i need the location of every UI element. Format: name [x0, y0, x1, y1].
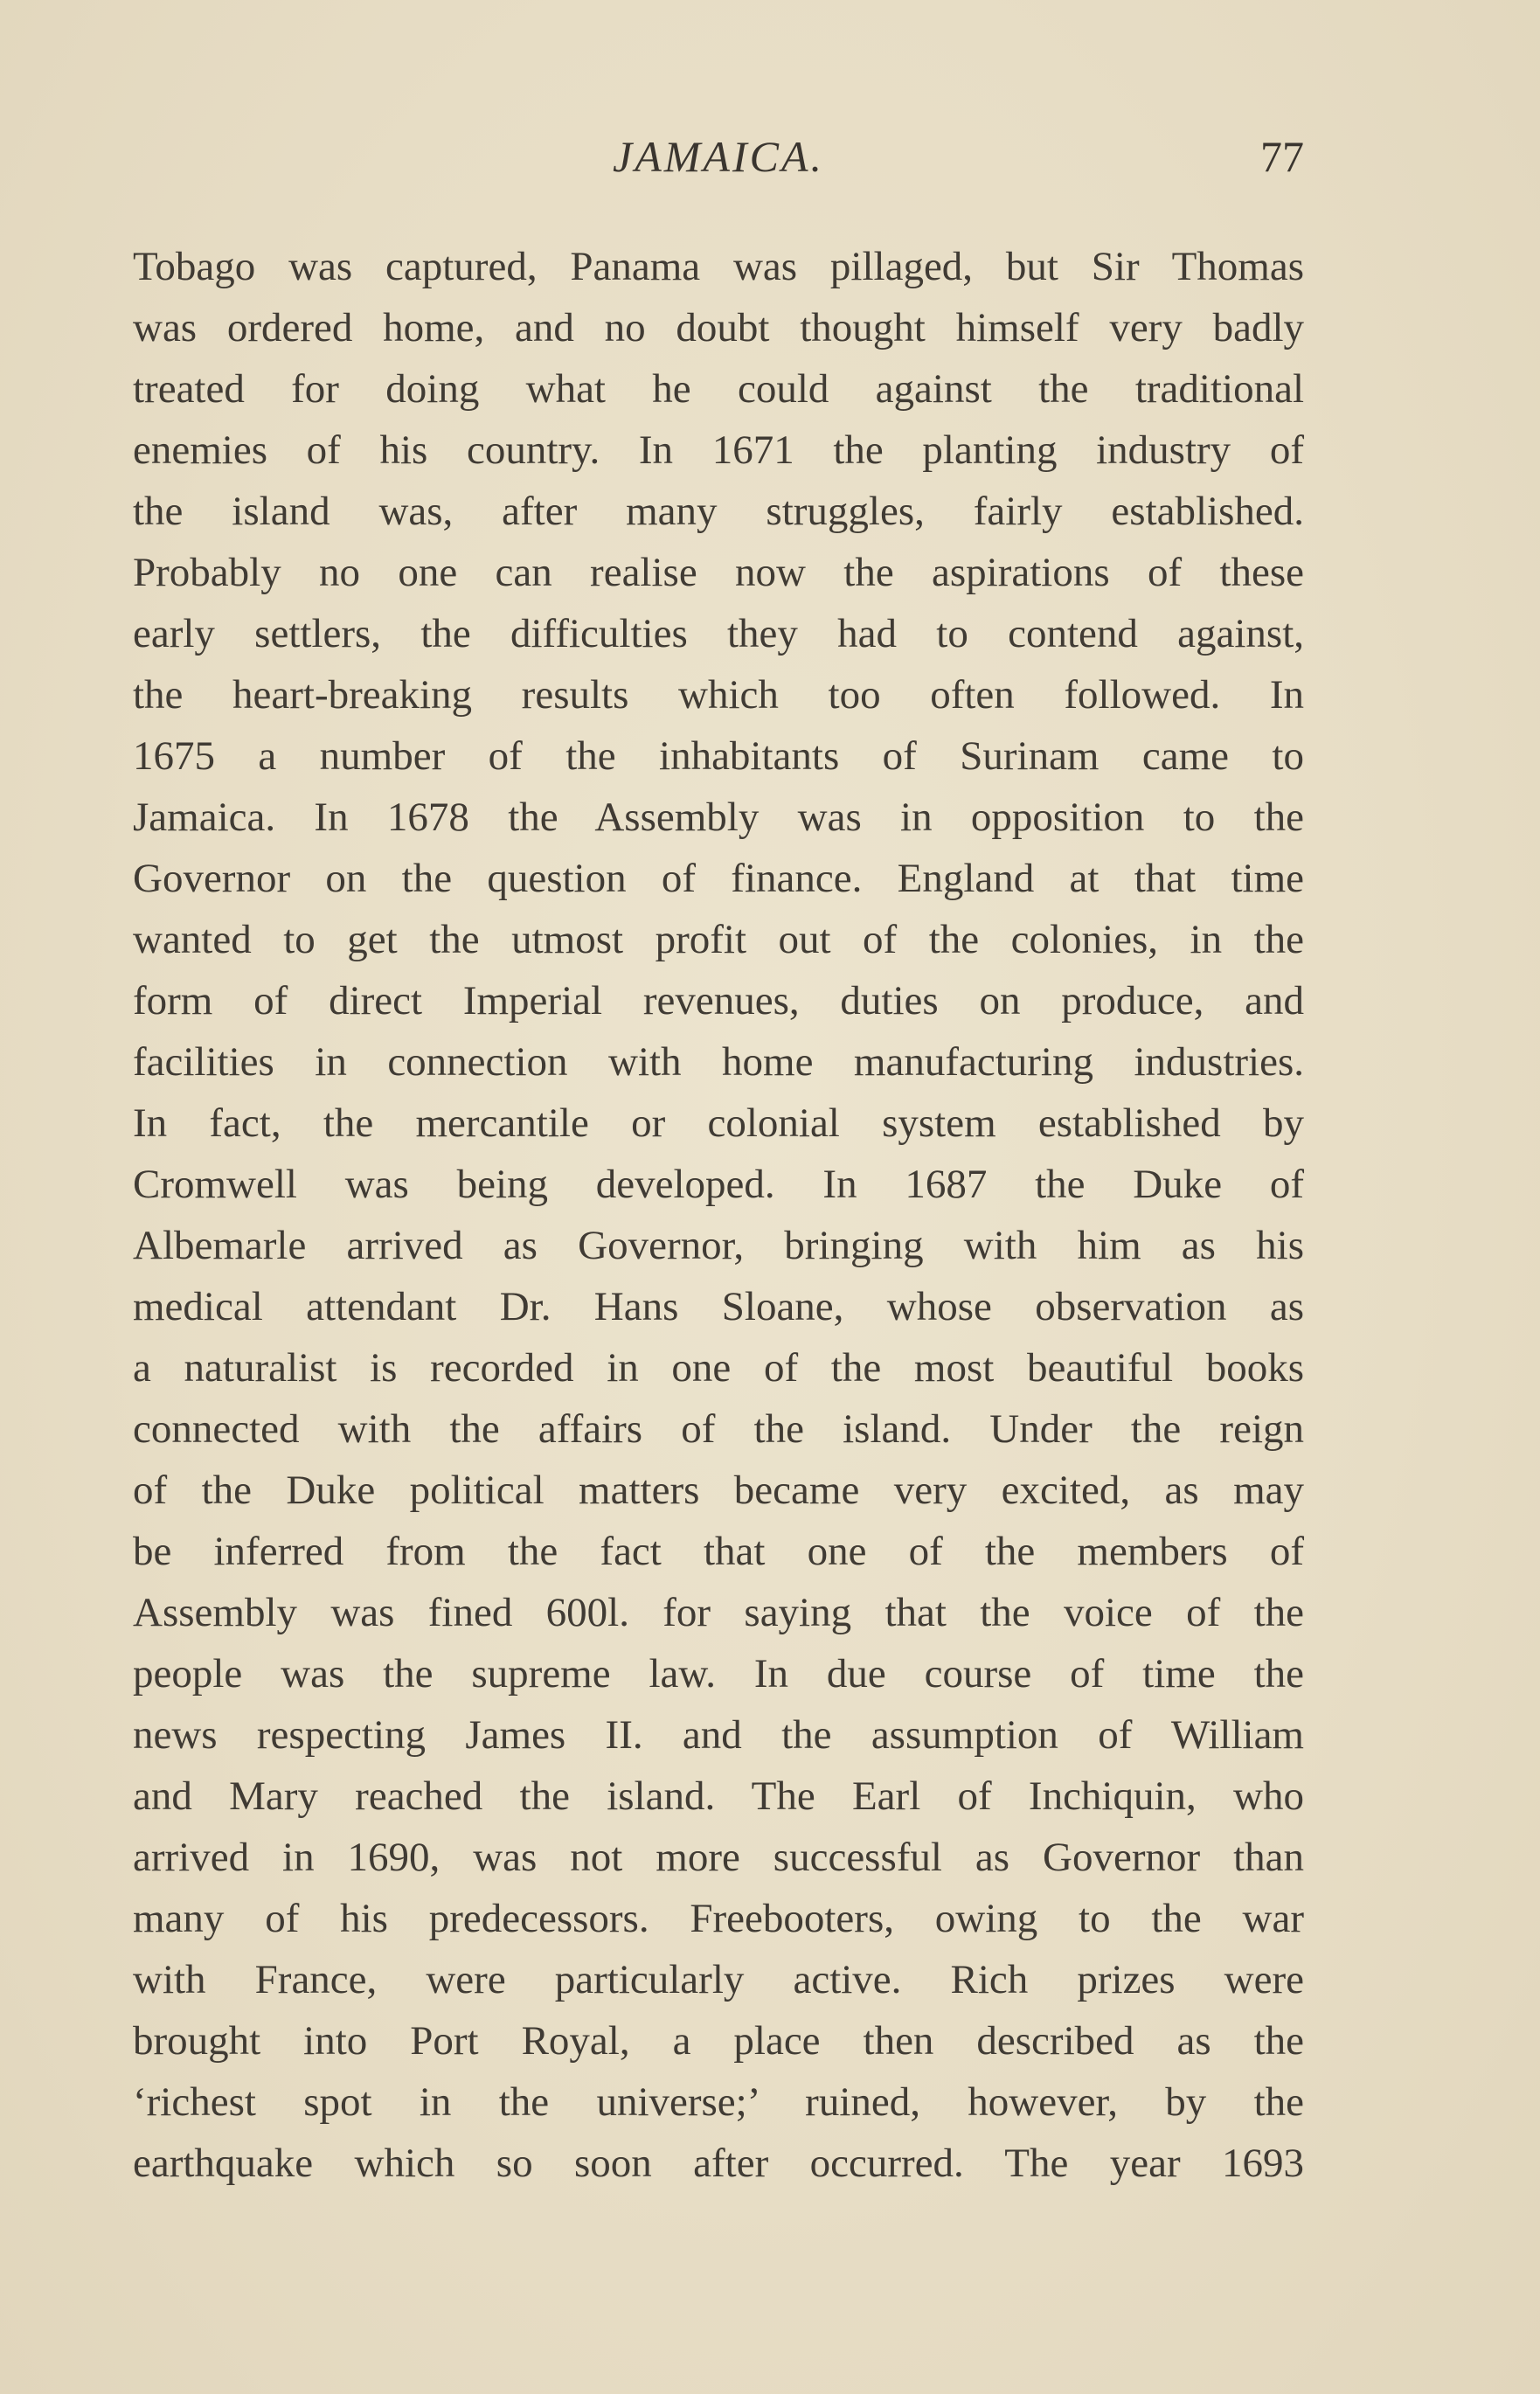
page-header: [133, 131, 1304, 201]
text-line: 1675 a number of the inhabitants of Surinam came to: [133, 733, 1304, 779]
text-line: Tobago was captured, Panama was pillaged, but Sir Thomas: [133, 244, 1304, 289]
text-line: connected with the affairs of the island. Under the reign: [133, 1406, 1304, 1452]
running-title: JAMAICA.: [613, 132, 824, 181]
text-line: arrived in 1690, was not more successful as Governor than: [133, 1835, 1304, 1880]
text-line: a naturalist is recorded in one of the most beautiful books: [133, 1345, 1304, 1391]
text-line: brought into Port Royal, a place then described as the: [133, 2018, 1304, 2064]
text-line: news respecting James II. and the assumption of William: [133, 1712, 1304, 1758]
text-line: Assembly was fined 600l. for saying that the voice of the: [133, 1590, 1304, 1635]
text-line: Jamaica. In 1678 the Assembly was in opposition to the: [133, 795, 1304, 840]
text-line: the heart-breaking results which too often followed. In: [133, 672, 1304, 718]
page-number: 77: [1260, 132, 1304, 181]
body-text: [133, 236, 1304, 2194]
text-line: and Mary reached the island. The Earl of Inchiquin, who: [133, 1773, 1304, 1819]
text-line: Probably no one can realise now the aspirations of these: [133, 550, 1304, 595]
text-line: medical attendant Dr. Hans Sloane, whose observation as: [133, 1284, 1304, 1329]
text-line: facilities in connection with home manufacturing industries.: [133, 1039, 1304, 1085]
text-line: form of direct Imperial revenues, duties on produce, and: [133, 978, 1304, 1024]
text-line: people was the supreme law. In due course of time the: [133, 1651, 1304, 1697]
text-line: earthquake which so soon after occurred. The year 1693: [133, 2141, 1304, 2186]
text-line: early settlers, the difficulties they had to contend against,: [133, 611, 1304, 656]
text-line: was ordered home, and no doubt thought himself very badly: [133, 305, 1304, 350]
text-line: with France, were particularly active. Rich prizes were: [133, 1957, 1304, 2002]
text-line: wanted to get the utmost profit out of the colonies, in the: [133, 917, 1304, 962]
text-line: ‘richest spot in the universe;’ ruined, however, by the: [133, 2079, 1304, 2125]
text-line: the island was, after many struggles, fairly established.: [133, 489, 1304, 534]
text-line: of the Duke political matters became very excited, as may: [133, 1468, 1304, 1513]
text-line: enemies of his country. In 1671 the planting industry of: [133, 427, 1304, 473]
text-line: Cromwell was being developed. In 1687 the Duke of: [133, 1162, 1304, 1207]
text-line: In fact, the mercantile or colonial system established by: [133, 1100, 1304, 1146]
text-line: Albemarle arrived as Governor, bringing with him as his: [133, 1223, 1304, 1268]
text-line: Governor on the question of finance. England at that time: [133, 856, 1304, 901]
text-line: treated for doing what he could against the traditional: [133, 366, 1304, 412]
text-line: many of his predecessors. Freebooters, owing to the war: [133, 1896, 1304, 1941]
text-line: be inferred from the fact that one of the members of: [133, 1529, 1304, 1574]
